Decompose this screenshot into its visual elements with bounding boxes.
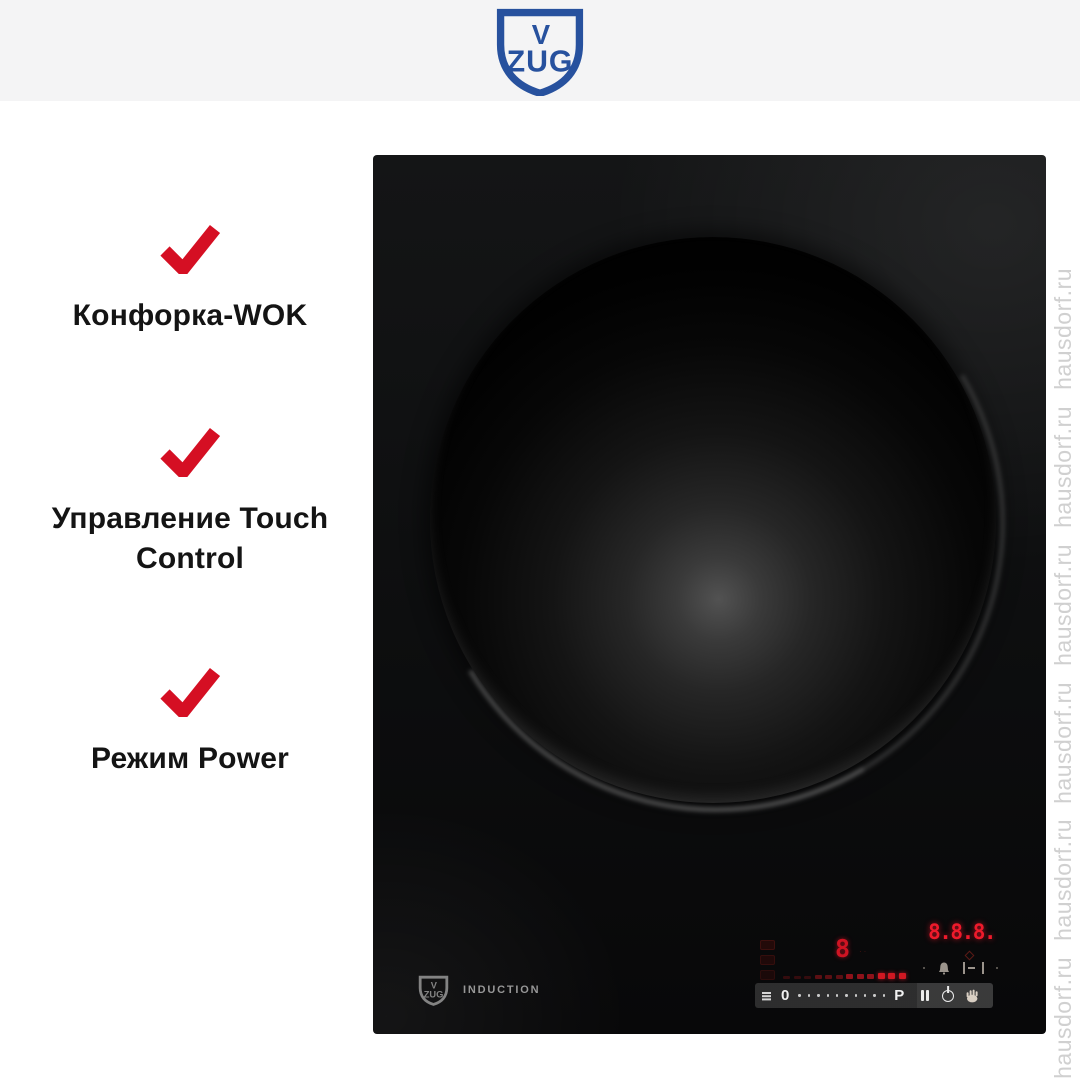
slider-dots[interactable]	[798, 994, 885, 996]
watermark-text: hausdorf.ru	[1049, 405, 1076, 528]
vzug-logo-v: V	[531, 18, 551, 50]
feature-label: Управление Touch Control	[51, 502, 329, 575]
feature-label: Конфорка-WOK	[72, 299, 308, 332]
feature-label: Режим Power	[90, 742, 290, 775]
status-dot	[996, 967, 998, 969]
power-digit-status-marks: ··	[859, 947, 869, 956]
status-dot	[923, 967, 925, 969]
watermark-text: hausdorf.ru	[1049, 268, 1076, 390]
feature-wok	[20, 222, 360, 336]
vzug-logo	[494, 8, 586, 96]
slider-power-label[interactable]: P	[894, 987, 905, 1004]
wok-bowl	[430, 237, 996, 803]
hand-lock-icon[interactable]	[965, 988, 980, 1003]
power-icon[interactable]	[942, 990, 954, 1002]
checkmark-icon	[158, 222, 222, 274]
slider-zero-label[interactable]: 0	[781, 987, 790, 1004]
glass-branding	[418, 969, 618, 1011]
heat-indicator-icon	[760, 955, 775, 965]
watermark-text: hausdorf.ru	[1049, 543, 1076, 666]
vzug-logo-small-zug: ZUG	[423, 988, 444, 999]
control-panel	[753, 920, 1011, 1020]
touch-control-strip[interactable]	[755, 983, 993, 1008]
feature-touch-control	[20, 425, 360, 579]
cooktop-product-image	[373, 155, 1046, 1034]
vzug-logo-small	[418, 974, 449, 1007]
heat-indicator-icons	[760, 940, 775, 980]
power-level-bar	[783, 967, 911, 979]
checkmark-icon	[158, 665, 222, 717]
pause-icon[interactable]	[921, 990, 929, 1001]
watermark-text: hausdorf.ru	[1049, 957, 1076, 1080]
timer-led-display: 8.8.8.	[928, 920, 995, 944]
timer-bell-icon[interactable]	[937, 961, 951, 975]
aux-function-icons	[923, 958, 998, 978]
feature-power-mode	[20, 665, 360, 779]
vzug-logo-zug: ZUG	[506, 45, 574, 79]
heat-indicator-icon	[760, 940, 775, 950]
heat-indicator-icon	[760, 970, 775, 980]
induction-label: INDUCTION	[463, 984, 541, 996]
power-level-led: 8	[835, 934, 851, 963]
menu-icon[interactable]	[762, 991, 772, 1000]
checkmark-icon	[158, 425, 222, 477]
vzug-logo-small-v: V	[430, 979, 437, 990]
bridge-icon[interactable]	[963, 962, 984, 974]
watermark-text: hausdorf.ru	[1049, 819, 1076, 942]
watermark-text: hausdorf.ru	[1049, 681, 1076, 804]
watermark-column	[1046, 0, 1080, 1080]
